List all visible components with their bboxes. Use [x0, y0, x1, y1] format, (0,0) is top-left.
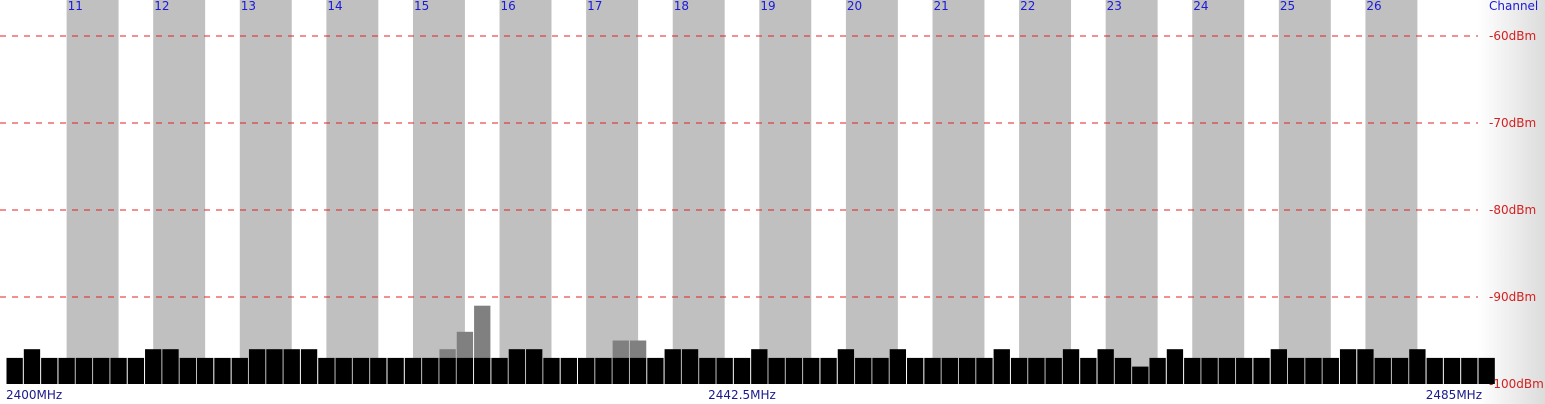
current-bar-11	[197, 358, 213, 384]
channel-label-16: 16	[500, 0, 516, 13]
current-bar-13	[232, 358, 248, 384]
channel-label-15: 15	[413, 0, 430, 13]
channel-band-12	[153, 0, 205, 384]
freq-label-0: 2400MHz	[6, 388, 63, 402]
current-bar-75	[1305, 358, 1321, 384]
channel-band-16	[500, 0, 552, 384]
current-bar-67	[1167, 349, 1183, 384]
current-bar-74	[1288, 358, 1304, 384]
current-bar-3	[58, 358, 74, 384]
dbm-label--60: -60dBm	[1489, 29, 1537, 43]
current-bar-9	[162, 349, 178, 384]
current-bar-76	[1323, 358, 1339, 384]
current-bar-66	[1149, 358, 1165, 384]
current-bar-54	[942, 358, 958, 384]
current-bar-80	[1392, 358, 1408, 384]
channel-band-21	[932, 0, 984, 384]
current-bar-24	[422, 358, 438, 384]
channel-label-12: 12	[154, 0, 170, 13]
current-bar-7	[128, 358, 144, 384]
current-series	[7, 349, 1495, 384]
channel-label-26: 26	[1366, 0, 1382, 13]
current-bar-64	[1115, 358, 1131, 384]
current-bar-33	[578, 358, 594, 384]
channel-band-11	[67, 0, 119, 384]
right-margin-gradient	[1478, 0, 1545, 404]
current-bar-41	[717, 358, 733, 384]
current-bar-16	[284, 349, 300, 384]
channel-label-23: 23	[1106, 0, 1122, 13]
channel-label-24: 24	[1193, 0, 1209, 13]
current-bar-23	[405, 358, 421, 384]
current-bar-63	[1098, 349, 1114, 384]
current-bar-83	[1444, 358, 1460, 384]
dbm-gridlines	[0, 36, 1478, 297]
current-bar-30	[526, 349, 542, 384]
current-bar-45	[786, 358, 802, 384]
channel-band-17	[586, 0, 638, 384]
current-bar-31	[543, 358, 559, 384]
current-bar-6	[110, 358, 126, 384]
current-bar-49	[855, 358, 871, 384]
current-bar-58	[1011, 358, 1027, 384]
current-bar-48	[838, 349, 854, 384]
channel-band-20	[846, 0, 898, 384]
current-bar-12	[214, 358, 230, 384]
current-bar-71	[1236, 358, 1252, 384]
channel-band-14	[326, 0, 378, 384]
channel-header: Channel	[1489, 0, 1539, 13]
current-bar-43	[751, 349, 767, 384]
current-bar-1	[24, 349, 40, 384]
current-bar-70	[1219, 358, 1235, 384]
current-bar-29	[509, 349, 525, 384]
current-bar-34	[595, 358, 611, 384]
current-bar-81	[1409, 349, 1425, 384]
current-bar-15	[266, 349, 282, 384]
current-bar-52	[907, 358, 923, 384]
current-bar-53	[924, 358, 940, 384]
current-bar-60	[1046, 358, 1062, 384]
current-bar-56	[976, 358, 992, 384]
channel-label-14: 14	[327, 0, 343, 13]
channel-label-20: 20	[846, 0, 863, 13]
current-bar-82	[1427, 358, 1443, 384]
current-bar-32	[561, 358, 577, 384]
current-bar-73	[1271, 349, 1287, 384]
current-bar-40	[699, 358, 715, 384]
current-bar-61	[1063, 349, 1079, 384]
current-bar-38	[665, 349, 681, 384]
channel-label-18: 18	[673, 0, 690, 13]
current-bar-78	[1357, 349, 1373, 384]
current-bar-17	[301, 349, 317, 384]
freq-label-2: 2485MHz	[1425, 388, 1482, 402]
channel-band-15	[413, 0, 465, 384]
current-bar-68	[1184, 358, 1200, 384]
current-bar-55	[959, 358, 975, 384]
current-bar-27	[474, 358, 490, 384]
current-bar-79	[1375, 358, 1391, 384]
channel-label-22: 22	[1020, 0, 1036, 13]
current-bar-21	[370, 358, 386, 384]
current-bar-65	[1132, 367, 1148, 384]
channel-label-11: 11	[67, 0, 83, 13]
current-bar-77	[1340, 349, 1356, 384]
freq-label-1: 2442.5MHz	[708, 388, 776, 402]
current-bar-59	[1028, 358, 1044, 384]
channel-bands	[67, 0, 1418, 384]
channel-label-17: 17	[587, 0, 603, 13]
current-bar-37	[647, 358, 663, 384]
current-bar-14	[249, 349, 265, 384]
current-bar-25	[439, 358, 455, 384]
current-bar-50	[872, 358, 888, 384]
current-bar-26	[457, 358, 473, 384]
current-bar-47	[820, 358, 836, 384]
channel-band-23	[1106, 0, 1158, 384]
current-bar-84	[1461, 358, 1477, 384]
current-bar-28	[491, 358, 507, 384]
frequency-labels	[6, 388, 1482, 402]
channel-band-19	[759, 0, 811, 384]
channel-label-19: 19	[760, 0, 776, 13]
channel-band-18	[673, 0, 725, 384]
channel-band-24	[1192, 0, 1244, 384]
current-bar-10	[180, 358, 196, 384]
current-bar-62	[1080, 358, 1096, 384]
current-bar-19	[336, 358, 352, 384]
current-bar-69	[1201, 358, 1217, 384]
dbm-label--70: -70dBm	[1489, 116, 1537, 130]
channel-label-25: 25	[1279, 0, 1296, 13]
current-bar-4	[76, 358, 92, 384]
current-bar-39	[682, 349, 698, 384]
channel-label-21: 21	[933, 0, 949, 13]
current-bar-42	[734, 358, 750, 384]
current-bar-46	[803, 358, 819, 384]
current-bar-18	[318, 358, 334, 384]
channel-label-13: 13	[240, 0, 257, 13]
current-bar-51	[890, 349, 906, 384]
channel-band-22	[1019, 0, 1071, 384]
current-bar-8	[145, 349, 161, 384]
current-bar-36	[630, 358, 646, 384]
current-bar-44	[768, 358, 784, 384]
current-bar-72	[1253, 358, 1269, 384]
current-bar-22	[387, 358, 403, 384]
current-bar-2	[41, 358, 57, 384]
current-bar-0	[7, 358, 23, 384]
current-bar-57	[994, 349, 1010, 384]
channel-band-25	[1279, 0, 1331, 384]
current-bar-5	[93, 358, 109, 384]
dbm-label--100: -100dBm	[1489, 377, 1544, 391]
dbm-label--80: -80dBm	[1489, 203, 1537, 217]
channel-band-13	[240, 0, 292, 384]
current-bar-20	[353, 358, 369, 384]
channel-band-26	[1365, 0, 1417, 384]
current-bar-35	[613, 358, 629, 384]
dbm-label--90: -90dBm	[1489, 290, 1537, 304]
